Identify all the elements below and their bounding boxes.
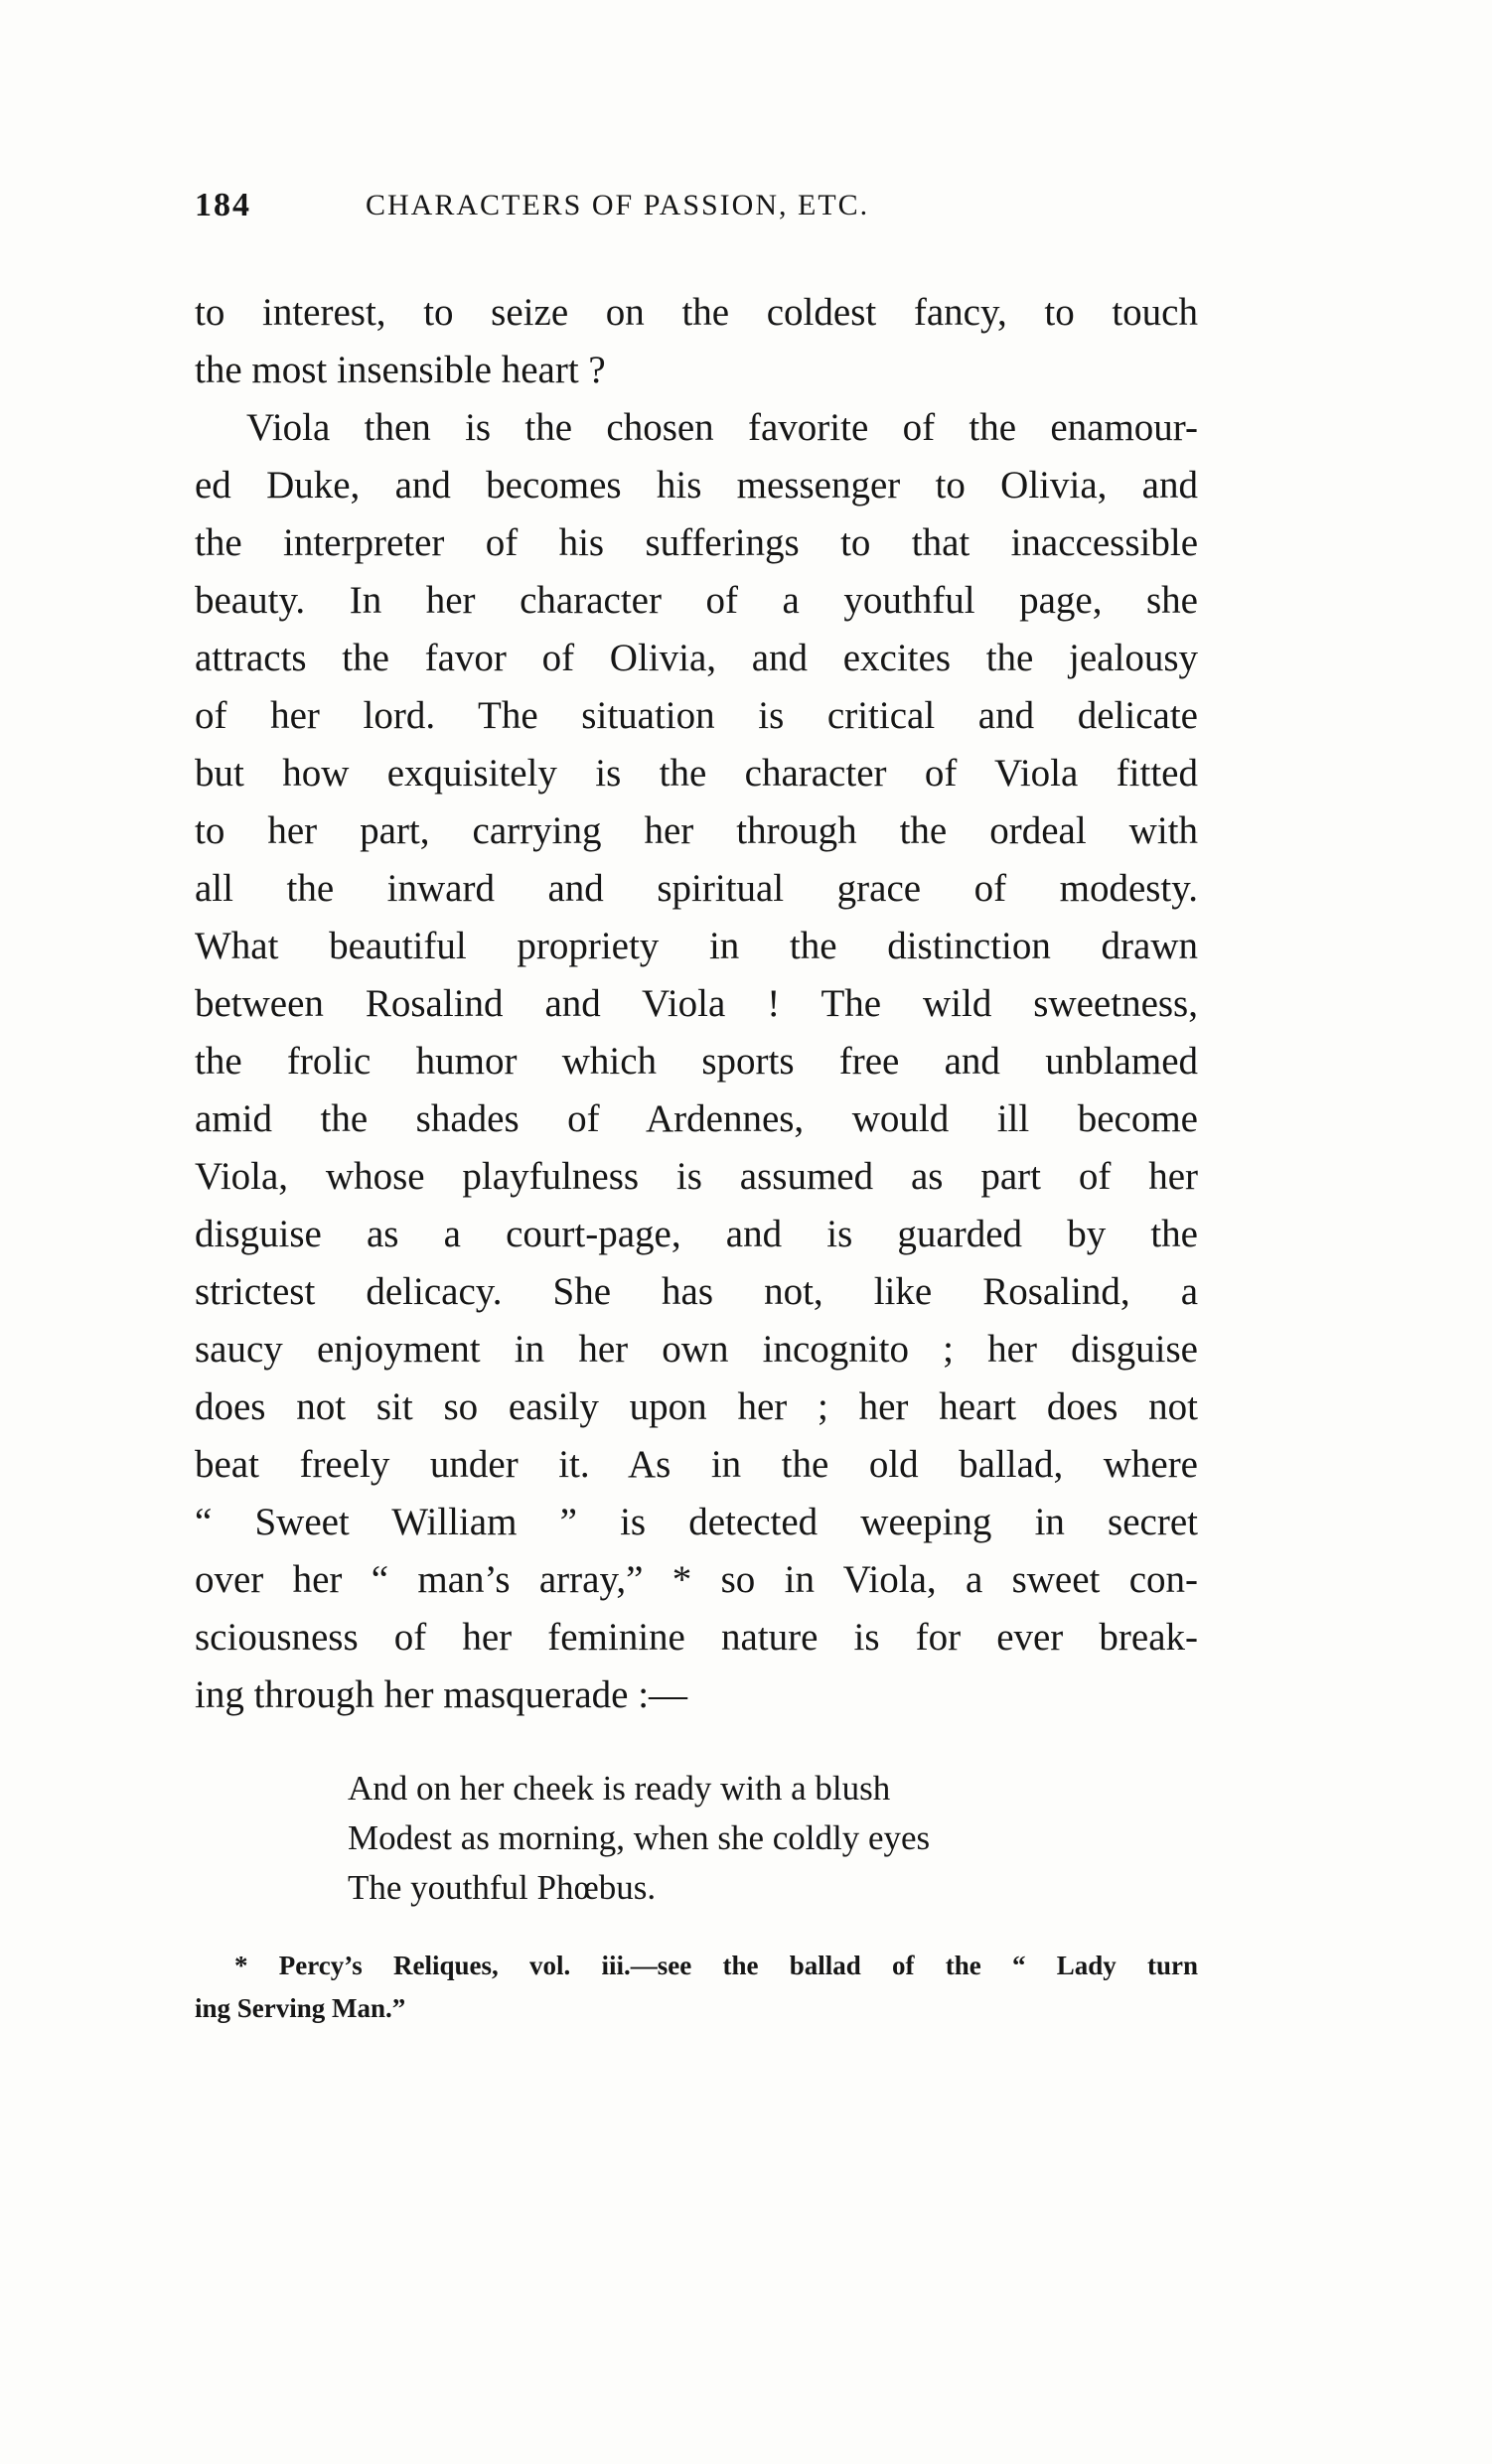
- body-line: all the inward and spiritual grace of modesty.: [195, 867, 1198, 910]
- verse-line: And on her cheek is ready with a blush: [348, 1769, 891, 1808]
- body-line: the frolic humor which sports free and unblamed: [195, 1040, 1198, 1083]
- body-line: beauty. In her character of a youthful page, she: [195, 579, 1198, 622]
- body-line: amid the shades of Ardennes, would ill become: [195, 1097, 1198, 1140]
- page-number: 184: [195, 187, 251, 223]
- body-line: does not sit so easily upon her ; her heart does not: [195, 1385, 1198, 1428]
- footnote: [195, 1945, 1198, 2030]
- body-line: saucy enjoyment in her own incognito ; her disguise: [195, 1328, 1198, 1371]
- body-line: but how exquisitely is the character of Viola fitted: [195, 752, 1198, 795]
- body-line: between Rosalind and Viola ! The wild sweetness,: [195, 982, 1198, 1025]
- body-line: Viola, whose playfulness is assumed as part of her: [195, 1155, 1198, 1198]
- body-line: attracts the favor of Olivia, and excites the jealousy: [195, 637, 1198, 679]
- body-line: to her part, carrying her through the ordeal with: [195, 809, 1198, 852]
- body-line: strictest delicacy. She has not, like Rosalind, a: [195, 1270, 1198, 1313]
- body-line: the interpreter of his sufferings to that inaccessible: [195, 521, 1198, 564]
- body-line: over her “ man’s array,” * so in Viola, a sweet con-: [195, 1558, 1198, 1601]
- body-line: ing through her masquerade :—: [195, 1673, 688, 1716]
- verse-line: Modest as morning, when she coldly eyes: [348, 1818, 931, 1857]
- verse-quotation: [348, 1764, 930, 1913]
- footnote-line: ing Serving Man.”: [195, 1993, 406, 2023]
- body-line: the most insensible heart ?: [195, 349, 606, 391]
- body-line: beat freely under it. As in the old ballad, where: [195, 1443, 1198, 1486]
- footnote-line: * Percy’s Reliques, vol. iii.—see the ballad of the “ Lady turn: [234, 1951, 1198, 1980]
- body-line: sciousness of her feminine nature is for ever break-: [195, 1616, 1198, 1659]
- body-line: What beautiful propriety in the distinction drawn: [195, 925, 1198, 967]
- body-line: Viola then is the chosen favorite of the enamour-: [246, 406, 1198, 449]
- body-line: of her lord. The situation is critical and delicate: [195, 694, 1198, 737]
- verse-line: The youthful Phœbus.: [348, 1868, 657, 1907]
- body-line: disguise as a court-page, and is guarded by the: [195, 1213, 1198, 1255]
- body-line: to interest, to seize on the coldest fancy, to touch: [195, 291, 1198, 334]
- body-line: ed Duke, and becomes his messenger to Olivia, and: [195, 464, 1198, 507]
- body-text: [195, 284, 1198, 1724]
- running-head: CHARACTERS OF PASSION, ETC.: [366, 189, 870, 221]
- body-line: “ Sweet William ” is detected weeping in secret: [195, 1501, 1198, 1543]
- page-header: [195, 187, 1049, 234]
